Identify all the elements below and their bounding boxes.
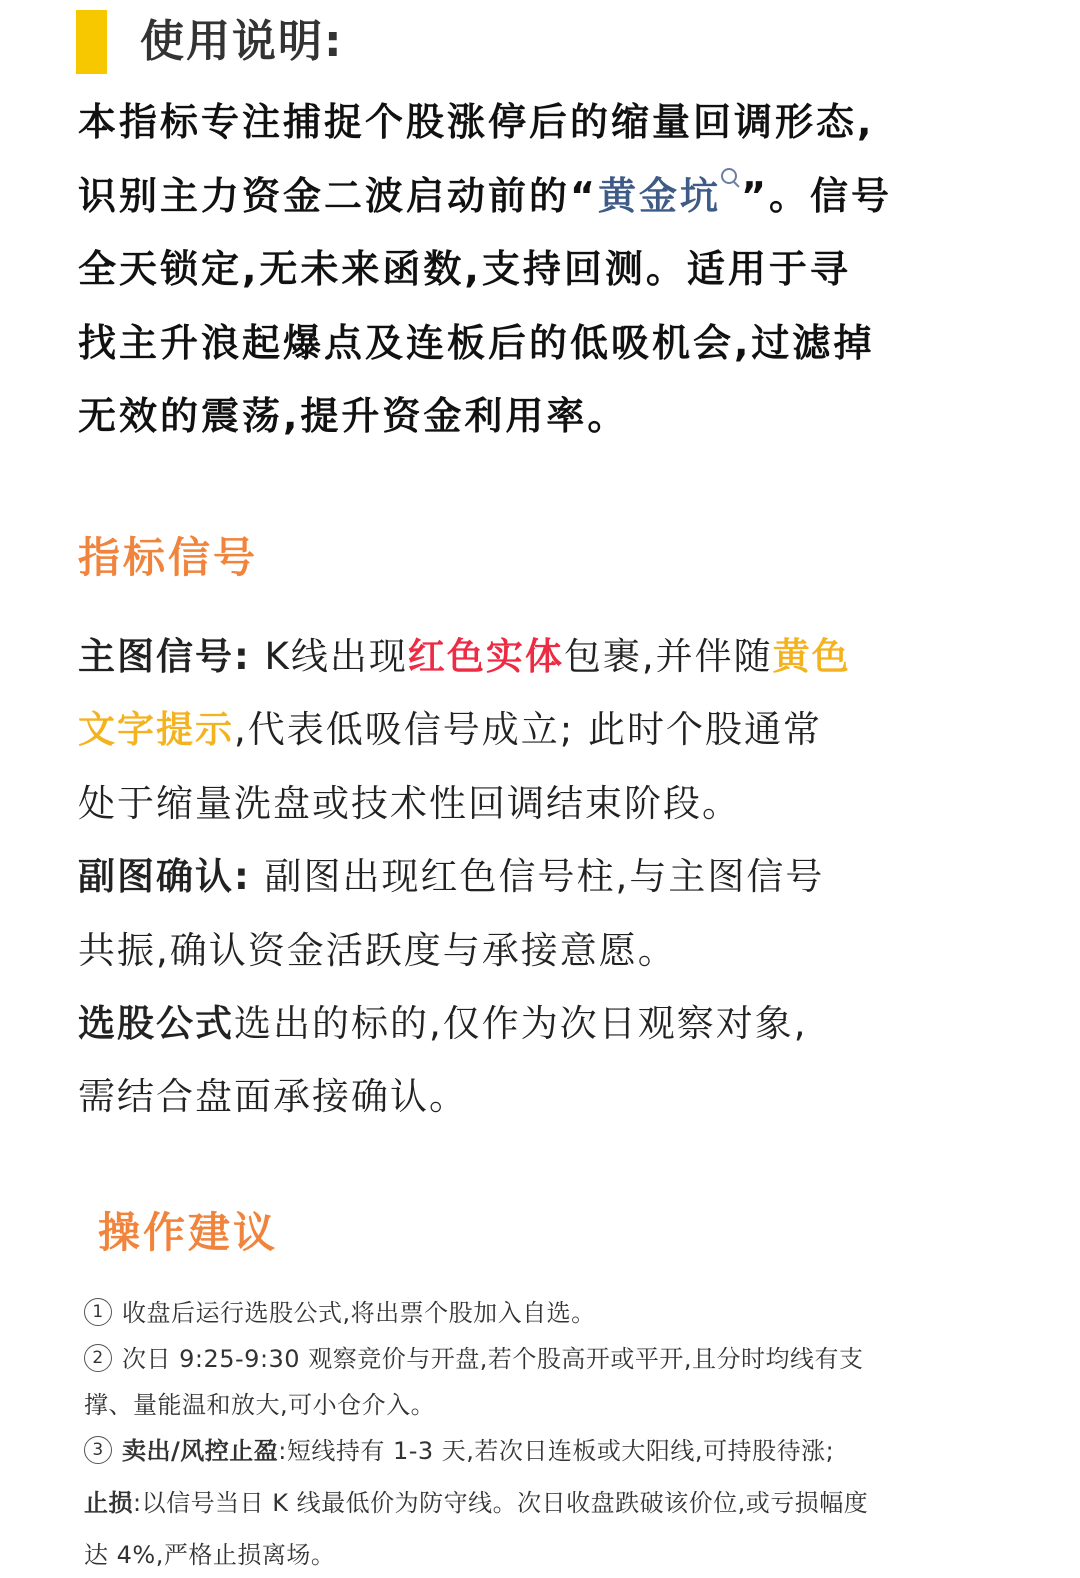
page-title: 使用说明: bbox=[140, 16, 344, 67]
sell-label: 卖出/风控止盈 bbox=[122, 1437, 279, 1465]
intro-line-2 bbox=[78, 160, 1008, 234]
ops-stoploss bbox=[84, 1474, 1004, 1532]
intro-line-2-start: 识别主力资金二波启动前的“ bbox=[78, 173, 598, 218]
section-title-ops: 操作建议 bbox=[98, 1208, 279, 1257]
signal-text: 副图出现红色信号柱,与主图信号 bbox=[250, 855, 825, 899]
signal-line-2 bbox=[78, 693, 1008, 766]
signal-line-7: 需结合盘面承接确认。 bbox=[78, 1075, 468, 1119]
stoploss-label: 止损 bbox=[84, 1489, 133, 1517]
intro-line-5: 无效的震荡,提升资金利用率。 bbox=[78, 394, 629, 438]
circled-number: 1 bbox=[84, 1298, 112, 1326]
main-chart-label: 主图信号: bbox=[78, 635, 251, 678]
ops-stoploss-cont: 达 4%,严格止损离场。 bbox=[84, 1541, 336, 1569]
ops-item-3 bbox=[84, 1428, 1004, 1474]
intro-paragraph bbox=[78, 86, 1008, 454]
signal-line-4 bbox=[78, 840, 1008, 913]
ops-list bbox=[84, 1290, 1004, 1578]
ops-text: :短线持有 1-3 天,若次日连板或大阳线,可持股待涨; bbox=[278, 1437, 835, 1465]
intro-line-2-end: ”。信号 bbox=[741, 173, 892, 218]
signal-text: 选出的标的,仅作为次日观察对象, bbox=[234, 1001, 808, 1045]
intro-line-3: 全天锁定,无未来函数,支持回测。适用于寻 bbox=[78, 247, 851, 291]
section-title-signal: 指标信号 bbox=[78, 533, 259, 582]
circled-number: 2 bbox=[84, 1344, 112, 1372]
signal-text: 包裹,并伴随 bbox=[563, 635, 773, 678]
keyword-link[interactable]: 黄金坑 bbox=[597, 173, 721, 218]
signal-line-1 bbox=[78, 620, 1008, 693]
yellow-highlight: 黄色 bbox=[772, 635, 851, 678]
signal-paragraph bbox=[78, 620, 1008, 1134]
intro-line-4: 找主升浪起爆点及连板后的低吸机会,过滤掉 bbox=[78, 320, 875, 365]
ops-item-2-cont: 撑、量能温和放大,可小仓介入。 bbox=[84, 1391, 436, 1419]
signal-line-5: 共振,确认资金活跃度与承接意愿。 bbox=[78, 928, 677, 972]
accent-bar bbox=[76, 10, 107, 74]
formula-label: 选股公式 bbox=[78, 1001, 234, 1045]
circled-number: 3 bbox=[84, 1436, 112, 1464]
sub-chart-label: 副图确认: bbox=[78, 855, 251, 899]
signal-text: ,代表低吸信号成立; 此时个股通常 bbox=[234, 708, 822, 752]
ops-text: 收盘后运行选股公式,将出票个股加入自选。 bbox=[122, 1299, 596, 1327]
search-icon[interactable] bbox=[721, 168, 741, 188]
signal-text: K线出现 bbox=[250, 635, 408, 678]
intro-line-1: 本指标专注捕捉个股涨停后的缩量回调形态, bbox=[78, 100, 875, 144]
ops-text: :以信号当日 K 线最低价为防守线。次日收盘跌破该价位,或亏损幅度 bbox=[133, 1489, 869, 1517]
ops-item-2 bbox=[84, 1336, 1004, 1382]
ops-text: 次日 9:25-9:30 观察竞价与开盘,若个股高开或平开,且分时均线有支 bbox=[122, 1345, 864, 1373]
signal-line-6 bbox=[78, 987, 1008, 1060]
ops-item-1 bbox=[84, 1290, 1004, 1336]
yellow-highlight: 文字提示 bbox=[78, 708, 234, 752]
red-highlight: 红色实体 bbox=[407, 635, 564, 678]
signal-line-3: 处于缩量洗盘或技术性回调结束阶段。 bbox=[78, 781, 741, 825]
